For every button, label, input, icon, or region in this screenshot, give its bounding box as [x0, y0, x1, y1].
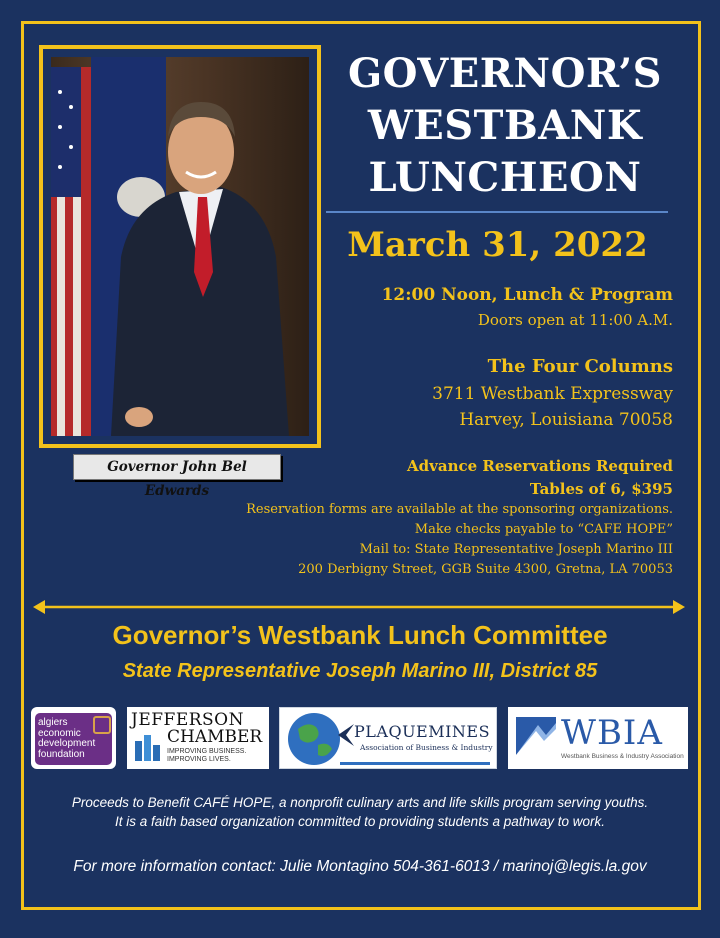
venue-name: The Four Columns: [487, 356, 673, 377]
event-time: 12:00 Noon, Lunch & Program: [381, 285, 673, 305]
chevron-left-icon: [332, 724, 354, 746]
governor-photo: [51, 57, 309, 436]
venue-street: 3711 Westbank Expressway: [432, 384, 673, 404]
jefferson-chamber-logo: [127, 707, 269, 769]
benefit-line-2: It is a faith based organization committed to providing students a pathway to work.: [114, 814, 605, 829]
event-title: [320, 48, 690, 204]
reservations-forms: Reservation forms are available at the sponsoring organizations.: [246, 502, 673, 517]
photo-caption: Governor John Bel Edwards: [73, 454, 281, 480]
double-arrow-divider: [33, 598, 685, 616]
reservations-tables: Tables of 6, $395: [529, 480, 673, 498]
jefferson-line1: JEFFERSON: [131, 710, 244, 730]
title-line-2: WESTBANK: [367, 102, 643, 149]
benefit-line-1: Proceeds to Benefit CAFÉ HOPE, a nonprofit culinary arts and life skills program serving youths.: [71, 795, 649, 810]
reservations-checks: Make checks payable to “CAFE HOPE”: [414, 522, 673, 537]
jefferson-tagline: IMPROVING BUSINESS. IMPROVING LIVES.: [167, 748, 247, 763]
contact-info: For more information contact: Julie Montagino 504-361-6013 / marinoj@legis.la.gov: [73, 858, 647, 875]
venue-city: Harvey, Louisiana 70058: [459, 410, 673, 430]
title-line-1: GOVERNOR’S: [347, 50, 663, 97]
wbia-sub: Westbank Business & Industry Association: [561, 753, 684, 760]
reservations-heading: Advance Reservations Required: [407, 457, 673, 475]
event-date: March 31, 2022: [347, 225, 648, 265]
wbia-mark-icon: [516, 717, 556, 755]
committee-chair: State Representative Joseph Marino III, District 85: [122, 660, 598, 682]
reservations-mail: Mail to: State Representative Joseph Marino III: [359, 542, 673, 557]
algiers-logo-text: algiers economic development foundation: [38, 717, 96, 760]
wbia-name: WBIA: [561, 713, 663, 753]
wbia-logo: [508, 707, 688, 769]
algiers-logo-mark-icon: [93, 716, 111, 734]
doors-open: Doors open at 11:00 A.M.: [477, 311, 673, 329]
building-icon: [133, 731, 163, 761]
plaquemines-underline: [340, 762, 490, 765]
committee-name: Governor’s Westbank Lunch Committee: [112, 620, 608, 650]
title-divider: [326, 211, 668, 213]
title-line-3: LUNCHEON: [368, 154, 642, 201]
plaquemines-name: PLAQUEMINES: [354, 722, 491, 741]
plaquemines-logo: [279, 707, 497, 769]
reservations-address: 200 Derbigny Street, GGB Suite 4300, Gretna, LA 70053: [298, 562, 673, 577]
governor-photo-frame: [39, 45, 321, 448]
jefferson-line2: CHAMBER: [167, 727, 263, 747]
plaquemines-sub: Association of Business & Industry: [360, 743, 493, 752]
algiers-edf-logo: [31, 707, 116, 769]
